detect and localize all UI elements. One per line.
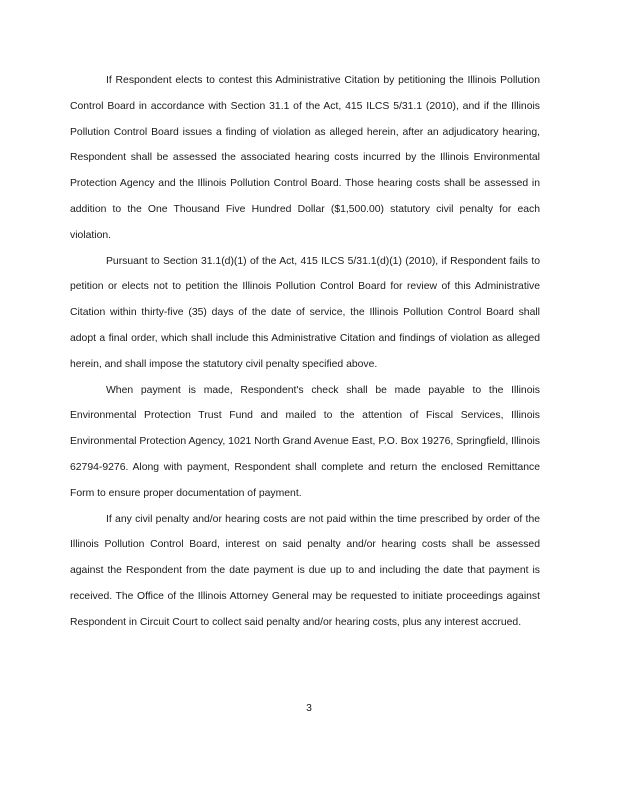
paragraph-failure-to-petition: Pursuant to Section 31.1(d)(1) of the Act, 415 ILCS 5/31.1(d)(1) (2010), if Respondent fails to petition or elects not to petition the Illinois Pollution Control Board for review of this Administrative Citation within thirty-five (35) days of the date of service, the Illinois Pollution Control Board shall adopt a final order, which shall include this Administrative Citation and findings of violation as alleged herein, and shall impose the statutory civil penalty specified above. [70,255,540,370]
document-body [70,68,540,636]
paragraph-contest-citation: If Respondent elects to contest this Administrative Citation by petitioning the Illinois Pollution Control Board in accordance with Section 31.1 of the Act, 415 ILCS 5/31.1 (2010), and if the Illinois Pollution Control Board issues a finding of violation as alleged herein, after an adjudicatory hearing, Respondent shall be assessed the associated hearing costs incurred by the Illinois Environmental Protection Agency and the Illinois Pollution Control Board. Those hearing costs shall be assessed in addition to the One Thousand Five Hundred Dollar ($1,500.00) statutory civil penalty for each violation. [70,75,540,241]
paragraph-interest-collection: If any civil penalty and/or hearing costs are not paid within the time prescribed by order of the Illinois Pollution Control Board, interest on said penalty and/or hearing costs shall be assessed against the Respondent from the date payment is due up to and including the date that payment is received. The Office of the Illinois Attorney General may be requested to initiate proceedings against Respondent in Circuit Court to collect said penalty and/or hearing costs, plus any interest accrued. [70,513,540,628]
page-number: 3 [306,703,312,714]
paragraph-payment-instructions: When payment is made, Respondent's check shall be made payable to the Illinois Environmental Protection Trust Fund and mailed to the attention of Fiscal Services, Illinois Environmental Protection Agency, 1021 North Grand Avenue East, P.O. Box 19276, Springfield, Illinois 62794-9276. Along with payment, Respondent shall complete and return the enclosed Remittance Form to ensure proper documentation of payment. [70,384,540,499]
